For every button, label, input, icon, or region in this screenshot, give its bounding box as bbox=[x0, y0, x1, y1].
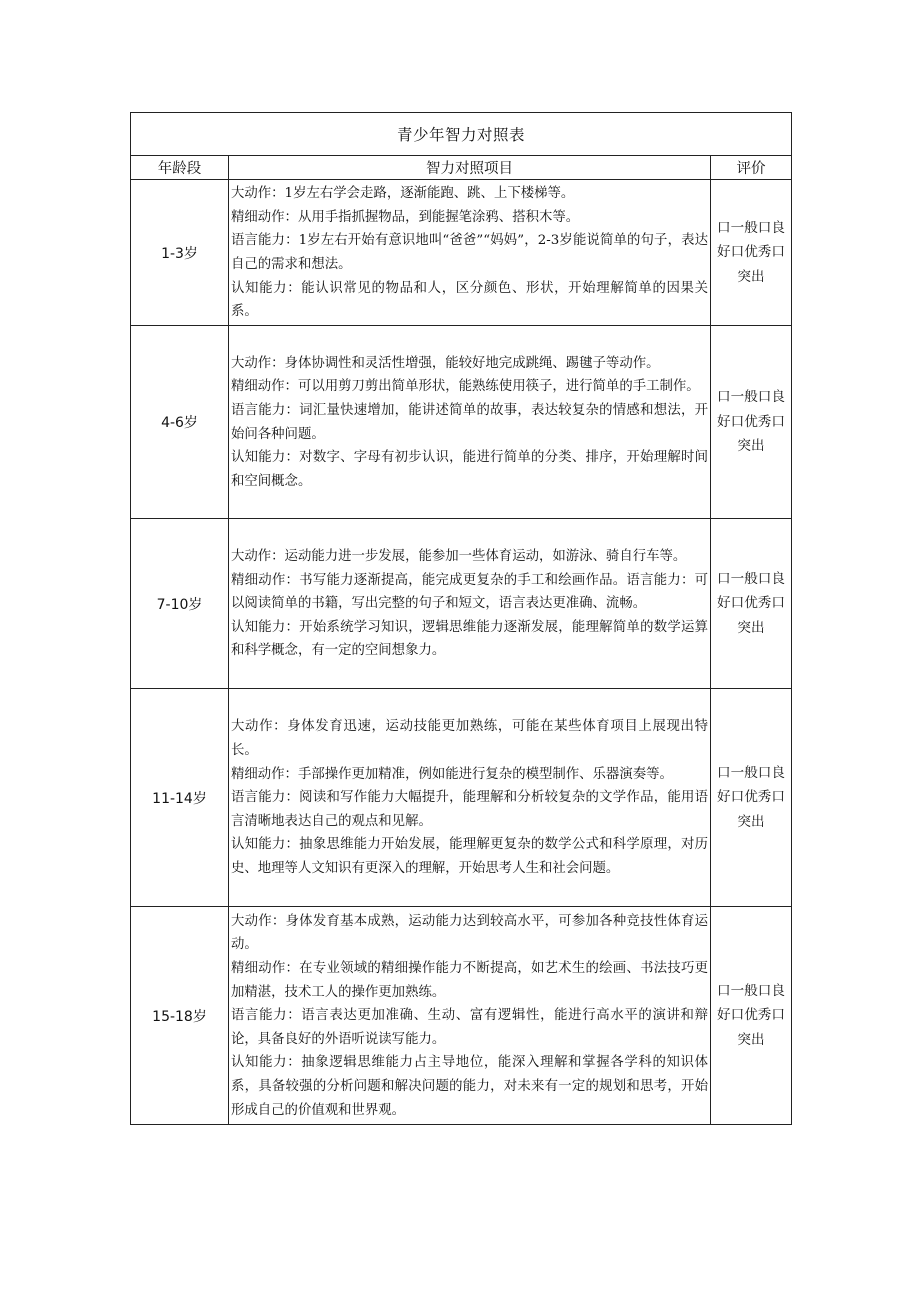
language-text: 语言能力：1岁左右开始有意识地叫“爸爸”“妈妈”，2-3岁能说简单的句子，表达自己的需求和想法。 bbox=[231, 233, 708, 272]
table-row bbox=[131, 689, 792, 907]
content-cell bbox=[229, 326, 711, 519]
cognitive-text: 认知能力：对数字、字母有初步认识，能进行简单的分类、排序，开始理解时间和空间概念。 bbox=[231, 450, 708, 489]
header-age: 年龄段 bbox=[131, 156, 229, 180]
evaluation-cell: 口一般口良好口优秀口突出 bbox=[711, 907, 792, 1125]
language-text: 语言能力：阅读和写作能力大幅提升，能理解和分析较复杂的文学作品，能用语言清晰地表达自己的观点和见解。 bbox=[231, 790, 708, 829]
cognitive-text: 认知能力：抽象逻辑思维能力占主导地位，能深入理解和掌握各学科的知识体系，具备较强的分析问题和解决问题的能力，对未来有一定的规划和思考，开始形成自己的价值观和世界观。 bbox=[231, 1055, 708, 1118]
cognitive-text: 认知能力：开始系统学习知识，逻辑思维能力逐渐发展，能理解简单的数学运算和科学概念，有一定的空间想象力。 bbox=[231, 619, 708, 659]
fine-motor-text: 精细动作：在专业领域的精细操作能力不断提高，如艺术生的绘画、书法技巧更加精湛，技术工人的操作更加熟练。 bbox=[231, 961, 708, 1000]
evaluation-cell: 口一般口良好口优秀口突出 bbox=[711, 326, 792, 519]
age-cell: 15-18岁 bbox=[131, 907, 229, 1125]
evaluation-cell: 口一般口良好口优秀口突出 bbox=[711, 180, 792, 326]
fine-motor-text: 精细动作：从用手指抓握物品，到能握笔涂鸦、搭积木等。 bbox=[231, 209, 580, 225]
gross-motor-text: 大动作：身体发育基本成熟，运动能力达到较高水平，可参加各种竞技性体育运动。 bbox=[231, 913, 708, 953]
table-row bbox=[131, 907, 792, 1125]
evaluation-cell: 口一般口良好口优秀口突出 bbox=[711, 689, 792, 907]
table-row bbox=[131, 180, 792, 326]
fine-motor-text: 精细动作：可以用剪刀剪出简单形状，能熟练使用筷子，进行简单的手工制作。 bbox=[231, 379, 700, 395]
intelligence-table bbox=[130, 112, 792, 1125]
language-text: 语言能力：语言表达更加准确、生动、富有逻辑性，能进行高水平的演讲和辩论，具备良好的外语听说读写能力。 bbox=[231, 1008, 708, 1047]
header-evaluation: 评价 bbox=[711, 156, 792, 180]
gross-motor-text: 大动作：运动能力进一步发展，能参加一些体育运动，如游泳、骑自行车等。 bbox=[231, 549, 687, 565]
header-row bbox=[131, 156, 792, 180]
age-cell: 7-10岁 bbox=[131, 519, 229, 689]
table-row bbox=[131, 326, 792, 519]
gross-motor-text: 大动作：1岁左右学会走路，逐渐能跑、跳、上下楼梯等。 bbox=[231, 186, 575, 202]
title-row bbox=[131, 113, 792, 156]
cognitive-text: 认知能力：能认识常见的物品和人，区分颜色、形状，开始理解简单的因果关系。 bbox=[231, 280, 708, 320]
age-cell: 1-3岁 bbox=[131, 180, 229, 326]
content-cell bbox=[229, 689, 711, 907]
fine-motor-text: 精细动作：手部操作更加精准，例如能进行复杂的模型制作、乐器演奏等。 bbox=[231, 766, 673, 782]
fine-motor-language-text: 精细动作：书写能力逐渐提高，能完成更复杂的手工和绘画作品。语言能力：可以阅读简单的书籍，写出完整的句子和短文，语言表达更准确、流畅。 bbox=[231, 572, 708, 612]
age-cell: 11-14岁 bbox=[131, 689, 229, 907]
age-cell: 4-6岁 bbox=[131, 326, 229, 519]
evaluation-cell: 口一般口良好口优秀口突出 bbox=[711, 519, 792, 689]
header-items: 智力对照项目 bbox=[229, 156, 711, 180]
gross-motor-text: 大动作：身体发育迅速，运动技能更加熟练，可能在某些体育项目上展现出特长。 bbox=[231, 719, 708, 759]
content-cell bbox=[229, 180, 711, 326]
cognitive-text: 认知能力：抽象思维能力开始发展，能理解更复杂的数学公式和科学原理，对历史、地理等人文知识有更深入的理解，开始思考人生和社会问题。 bbox=[231, 837, 708, 876]
gross-motor-text: 大动作：身体协调性和灵活性增强，能较好地完成跳绳、踢毽子等动作。 bbox=[231, 355, 660, 371]
content-cell bbox=[229, 519, 711, 689]
language-text: 语言能力：词汇量快速增加，能讲述简单的故事，表达较复杂的情感和想法，开始问各种问题。 bbox=[231, 402, 708, 442]
table-row bbox=[131, 519, 792, 689]
table-title: 青少年智力对照表 bbox=[131, 113, 792, 156]
content-cell bbox=[229, 907, 711, 1125]
